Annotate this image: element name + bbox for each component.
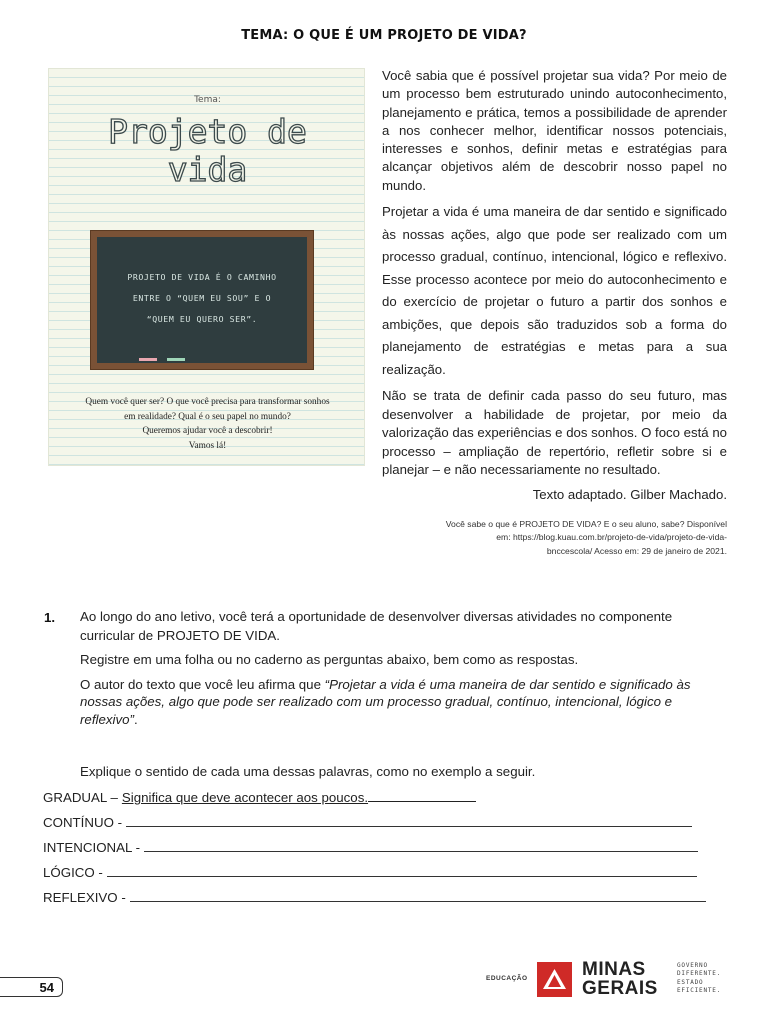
answer-line-reflexivo[interactable] [43, 888, 723, 913]
state-name-line: MINAS [582, 959, 646, 980]
chalkboard-line: “QUEM EU QUERO SER”. [146, 314, 258, 324]
education-label: EDUCAÇÃO [486, 975, 528, 982]
poster-theme-label: Tema: [194, 95, 221, 105]
article-paragraph: Projetar a vida é uma maneira de dar sentido e significado às nossas ações, algo que pode ser realizado com um processo gradual, contínuo, intencional, lógico e reflexivo. Esse processo acontece por meio do autoconhecimento e do exercício de projetar o futuro a partir dos sonhos e ambições, que depois são traduzidos sob a forma do planejamento de estratégias e metas para a sua realização. [382, 204, 727, 377]
chalkboard [91, 231, 313, 369]
poster-question-line: Vamos lá! [188, 440, 227, 451]
article-paragraph: Você sabia que é possível projetar sua vida? Por meio de um processo bem estruturado unindo autoconhecimento, planejamento e prática, temos a possibilidade de aprender a nos conhecer melhor, identificar nossos potenciais, interesses e sonhos, definir metas e estratégias para alcançar objetivos além de descobrir nosso papel no mundo. [382, 68, 727, 193]
chalkboard-line: ENTRE O “QUEM EU SOU” E O [132, 293, 272, 303]
source-line: em: https://blog.kuau.com.br/projeto-de-vida/projeto-de-vida- [496, 532, 727, 543]
question-explain: Explique o sentido de cada uma dessas palavras, como no exemplo a seguir. [80, 764, 536, 779]
question-number: 1. [44, 610, 56, 625]
article-paragraph: Não se trata de definir cada passo do seu futuro, mas desenvolver a habilidade de projetar, por meio da valorização das experiências e dos sonhos. O foco está no processo – ampliação de repertório, refletir sobre si e planejar – e não necessariamente no resultado. [382, 388, 727, 478]
poster-heading-line: Projeto de [108, 112, 307, 151]
slogan-line: ESTADO [677, 978, 704, 986]
answer-line-logico[interactable] [43, 863, 723, 888]
minas-gerais-flag-icon [537, 962, 572, 997]
answer-blank[interactable] [130, 888, 706, 902]
poster-heading [49, 113, 365, 189]
answer-blank[interactable] [126, 813, 692, 827]
answer-blank[interactable] [107, 863, 697, 877]
answer-word: INTENCIONAL - [43, 840, 141, 855]
question-quote [80, 676, 730, 729]
source-line: bnccescola/ Acesso em: 29 de janeiro de 2021. [546, 545, 727, 556]
poster-question-line: em realidade? Qual é o seu papel no mundo? [124, 411, 291, 422]
poster-question-line: Quem você quer ser? O que você precisa para transformar sonhos [85, 397, 330, 407]
answer-line-intencional[interactable] [43, 838, 723, 863]
answer-blank [368, 788, 476, 802]
question-body [80, 608, 730, 734]
answer-word: REFLEXIVO - [43, 890, 126, 905]
page-number: 54 [0, 977, 63, 997]
answer-blank[interactable] [144, 838, 698, 852]
chalkboard-text [101, 267, 303, 330]
poster-image [48, 68, 365, 466]
article-credit: Texto adaptado. Gilber Machado. [532, 486, 727, 502]
answer-line-continuo[interactable] [43, 813, 723, 838]
answer-word: LÓGICO - [43, 865, 103, 880]
state-name [582, 960, 658, 998]
quote-end: . [133, 711, 138, 727]
source-citation [382, 518, 727, 558]
quote-lead: O autor do texto que você leu afirma que [80, 676, 325, 692]
source-line: Você sabe o que é PROJETO DE VIDA? E o seu aluno, sabe? Disponível [445, 519, 727, 529]
answer-word: CONTÍNUO - [43, 815, 123, 830]
poster-question [49, 395, 365, 453]
quote-text: “Projetar a vida é uma maneira de dar sentido e significado às nossas ações, algo que pode ser realizado com um processo gradual, contínuo, intencional, lógico e reflexivo” [80, 676, 691, 727]
state-name-line: GERAIS [582, 978, 658, 999]
slogan-line: EFICIENTE. [677, 986, 722, 994]
chalk-piece-green [167, 358, 185, 361]
poster-heading-line: vida [167, 150, 248, 189]
slogan-line: GOVERNO [677, 962, 708, 969]
chalk-piece-pink [139, 358, 157, 361]
poster-question-line: Queremos ajudar você a descobrir! [142, 426, 273, 436]
answer-word: GRADUAL – [43, 790, 118, 805]
page-title: TEMA: O QUE É UM PROJETO DE VIDA? [241, 28, 527, 43]
footer-brand [486, 960, 736, 1000]
slogan-line: DIFERENTE. [677, 970, 722, 978]
chalkboard-line: PROJETO DE VIDA É O CAMINHO [127, 272, 277, 282]
question-intro: Ao longo do ano letivo, você terá a oportunidade de desenvolver diversas atividades no componente curricular de PROJETO DE VIDA. [80, 609, 673, 643]
answer-line-gradual [43, 788, 723, 813]
article-text [382, 67, 727, 504]
answer-lines [43, 788, 723, 913]
government-slogan [677, 962, 721, 995]
example-answer: Significa que deve acontecer aos poucos. [121, 790, 369, 805]
question-instruction: Registre em uma folha ou no caderno as perguntas abaixo, bem como as respostas. [80, 652, 579, 667]
